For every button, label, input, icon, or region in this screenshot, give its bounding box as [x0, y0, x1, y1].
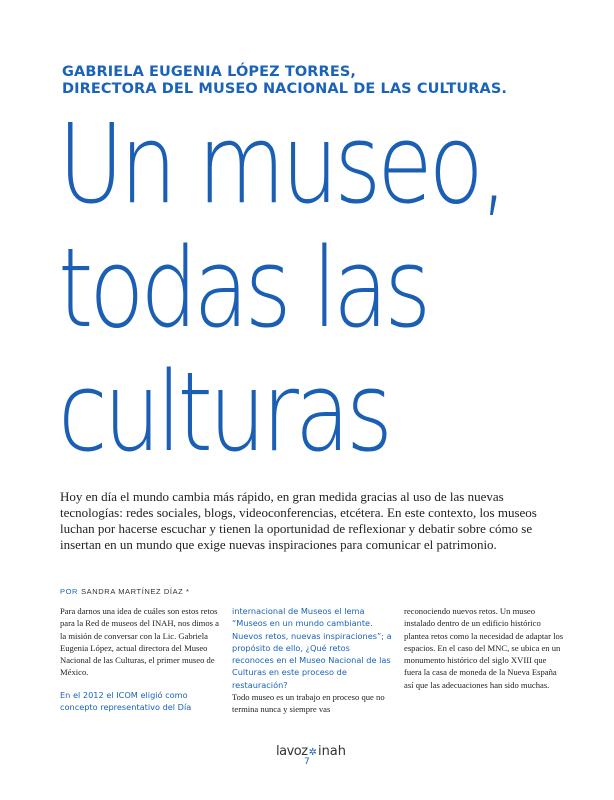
byline-prefix: POR	[60, 587, 79, 596]
kicker-line-1: GABRIELA EUGENIA LÓPEZ TORRES,	[62, 64, 356, 80]
article-kicker	[62, 64, 582, 98]
logo-text-inah: inah	[317, 744, 347, 759]
headline-line-2: todas las	[58, 224, 428, 352]
byline-author: SANDRA MARTÍNEZ DÍAZ *	[81, 587, 190, 596]
la-voz-inah-logo	[276, 744, 346, 759]
headline-line-3: culturas	[58, 348, 389, 476]
column-2-question: internacional de Museos el lema “Museos en un mundo cambiante. Nuevos retos, nuevas inspiraciones”; a propósito de ello, ¿Qué retos reconoces en el Museo Nacional de las Culturas en este proceso de restauración?	[232, 606, 392, 690]
body-column-2	[232, 605, 394, 716]
logo-text-lavoz: lavoz	[276, 744, 308, 759]
column-3-answer: reconociendo nuevos retos. Un museo instalado dentro de un edificio histórico plantea retos como la necesidad de adaptar los espacios. En el caso del MNC, se ubica en un monumento histórico del siglo XVIII que fuera la casa de moneda de la Nueva España así que las adecuaciones han sido muchas.	[404, 606, 564, 690]
lead-paragraph: Hoy en día el mundo cambia más rápido, en gran medida gracias al uso de las nuevas tecnologías: redes sociales, blogs, videoconferencias, etcétera. En este contexto, los museos luchan por hacerse escuchar y tienen la oportunidad de reflexionar y debatir sobre cómo se insertan en un mundo que exige nuevas inspiraciones para comunicar el patrimonio.	[60, 489, 537, 552]
column-2-answer: Todo museo es un trabajo en proceso que no termina nunca y siempre vas	[232, 692, 385, 715]
star-icon: ✲	[308, 747, 317, 758]
body-column-3	[404, 605, 566, 691]
column-1-question: En el 2012 el ICOM eligió como concepto representativo del Día	[60, 689, 192, 713]
byline	[60, 587, 190, 596]
kicker-line-2: DIRECTORA DEL MUSEO NACIONAL DE LAS CULTURAS.	[62, 81, 508, 97]
column-1-paragraph-1: Para darnos una idea de cuáles son estos retos para la Red de museos del INAH, nos dimos a la misión de conversar con la Lic. Gabriela Eugenia López, actual directora del Museo Nacional de las Culturas, el primer museo de México.	[60, 606, 219, 678]
headline-line-1: Un museo,	[58, 100, 505, 228]
page-number: 7	[304, 757, 310, 767]
article-headline	[58, 102, 504, 474]
body-column-1	[60, 605, 222, 713]
